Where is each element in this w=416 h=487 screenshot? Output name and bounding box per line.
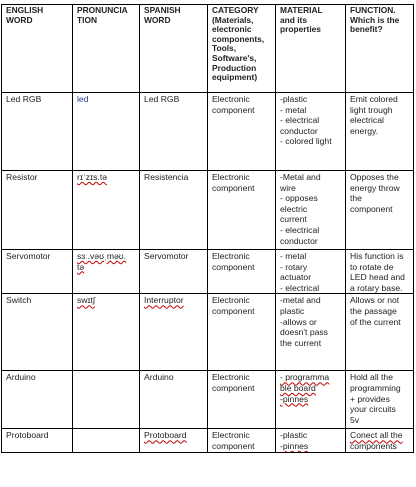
- header-function: FUNCTION. Which is the benefit?: [346, 5, 414, 93]
- material-cell: - metal - rotary actuator - electrical: [276, 250, 346, 294]
- material-cell: -plastic - metal - electrical conductor - colored light: [276, 93, 346, 171]
- category-cell: Electronic component: [208, 250, 276, 294]
- category-cell: Electronic component: [208, 93, 276, 171]
- material-cell: - programma ble board -pinnes: [276, 371, 346, 429]
- spanish-word-cell: Led RGB: [140, 93, 208, 171]
- spanish-word-cell: Interruptor: [140, 294, 208, 371]
- category-cell: Electronic component: [208, 429, 276, 452]
- spanish-word-cell: Protoboard: [140, 429, 208, 452]
- function-cell: Allows or not the passage of the current: [346, 294, 414, 371]
- function-cell: Opposes the energy throw the component: [346, 171, 414, 250]
- english-word-cell: Arduino: [2, 371, 73, 429]
- english-word-cell: Led RGB: [2, 93, 73, 171]
- function-cell: Emit colored light trough electrical energy.: [346, 93, 414, 171]
- pronunciation-cell: rɪˈzɪs.tə: [73, 171, 140, 250]
- table-row: [2, 250, 414, 294]
- english-word-cell: Protoboard: [2, 429, 73, 452]
- english-word-cell: Switch: [2, 294, 73, 371]
- function-cell: Hold all the programming + provides your circuits 5v: [346, 371, 414, 429]
- english-word-cell: Resistor: [2, 171, 73, 250]
- category-cell: Electronic component: [208, 294, 276, 371]
- table-row: [2, 371, 414, 429]
- material-cell: -plastic -pinnes: [276, 429, 346, 452]
- pronunciation-cell: [73, 429, 140, 452]
- header-spanish-word: SPANISH WORD: [140, 5, 208, 93]
- function-cell: His function is to rotate de LED head and a rotary base.: [346, 250, 414, 294]
- pronunciation-cell: swɪtʃ: [73, 294, 140, 371]
- header-english-word: ENGLISH WORD: [2, 5, 73, 93]
- pronunciation-cell: sɜː.vəʊˌməʊ. tə: [73, 250, 140, 294]
- spanish-word-cell: Servomotor: [140, 250, 208, 294]
- function-cell: Conect all the components: [346, 429, 414, 452]
- table-row: [2, 93, 414, 171]
- vocabulary-table: [1, 4, 414, 453]
- category-cell: Electronic component: [208, 371, 276, 429]
- spanish-word-cell: Arduino: [140, 371, 208, 429]
- header-pronunciation: PRONUNCIA TION: [73, 5, 140, 93]
- header-category: CATEGORY (Materials, electronic components, Tools, Software's, Production equipment): [208, 5, 276, 93]
- header-row: [2, 5, 414, 93]
- table-row: [2, 429, 414, 452]
- english-word-cell: Servomotor: [2, 250, 73, 294]
- table-row: [2, 171, 414, 250]
- header-material: MATERIAL and its properties: [276, 5, 346, 93]
- material-cell: -Metal and wire - opposes electric current - electrical conductor: [276, 171, 346, 250]
- material-cell: -metal and plastic -allows or doesn't pass the current: [276, 294, 346, 371]
- pronunciation-cell: led: [73, 93, 140, 171]
- category-cell: Electronic component: [208, 171, 276, 250]
- table-row: [2, 294, 414, 371]
- pronunciation-cell: [73, 371, 140, 429]
- spanish-word-cell: Resistencia: [140, 171, 208, 250]
